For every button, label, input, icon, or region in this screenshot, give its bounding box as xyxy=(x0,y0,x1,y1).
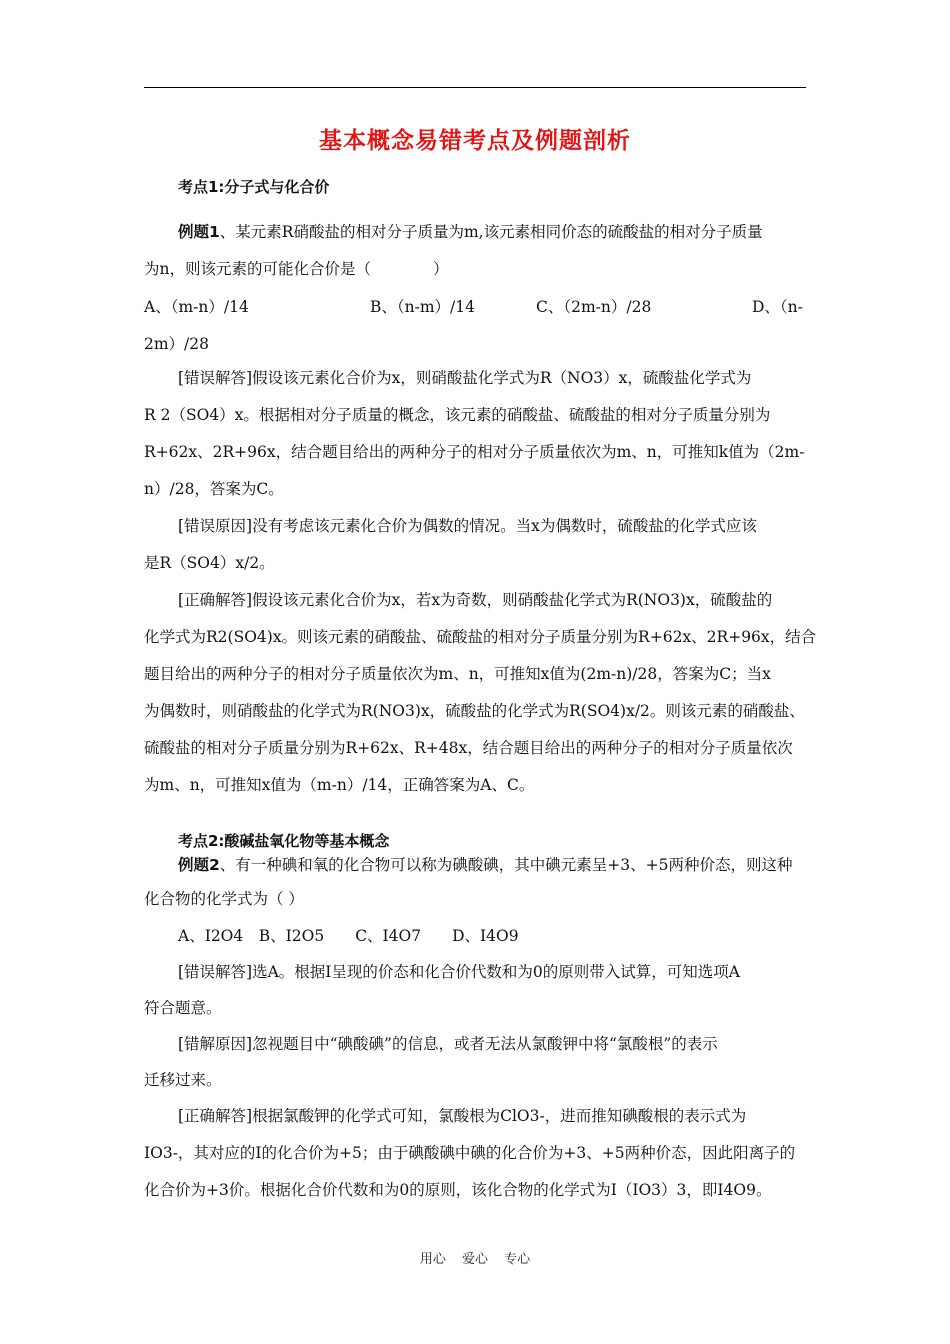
option-d: D、（n- xyxy=(752,298,803,316)
correct-answer-line: 化合价为+3价。根据化合价代数和为0的原则，该化合物的化学式为I（IO3）3，即I4O9。 xyxy=(144,1181,772,1199)
question-line: 为n，则该元素的可能化合价是（ ） xyxy=(144,260,449,278)
wrong-reason-line: [错误原因]没有考虑该元素化合价为偶数的情况。当x为偶数时，硫酸盐的化学式应该 xyxy=(178,517,757,535)
wrong-answer-line: n）/28，答案为C。 xyxy=(144,480,284,498)
correct-answer-line: 题目给出的两种分子的相对分子质量依次为m、n，可推知x值为(2m-n)/28，答案为C；当x xyxy=(144,665,771,683)
page-title: 基本概念易错考点及例题剖析 xyxy=(319,128,631,154)
wrong-reason-line: 是R（SO4）x/2。 xyxy=(144,554,275,572)
example-label: 例题2 xyxy=(178,856,220,874)
options-line: A、I2O4 B、I2O5 C、I4O7 D、I4O9 xyxy=(178,927,519,945)
correct-answer-line: [正确解答]假设该元素化合价为x，若x为奇数，则硝酸盐化学式为R(NO3)x，硫酸盐的 xyxy=(178,591,773,609)
section-heading-2: 考点2:酸碱盐氧化物等基本概念 xyxy=(178,832,390,850)
wrong-answer-line: R+62x、2R+96x，结合题目给出的两种分子的相对分子质量依次为m、n，可推知k值为（2m- xyxy=(144,443,805,461)
option-c: C、（2m-n）/28 xyxy=(536,298,652,316)
example-label: 例题1 xyxy=(178,223,220,241)
question-text: 、有一种碘和氧的化合物可以称为碘酸碘，其中碘元素呈+3、+5两种价态，则这种 xyxy=(219,856,793,874)
option-d-cont: 2m）/28 xyxy=(144,335,210,353)
wrong-reason-line: 迁移过来。 xyxy=(144,1071,222,1089)
correct-answer-line: 为偶数时，则硝酸盐的化学式为R(NO3)x，硫酸盐的化学式为R(SO4)x/2。则该元素的硝酸盐、 xyxy=(144,702,805,720)
section-heading-1: 考点1:分子式与化合价 xyxy=(178,178,330,196)
header-rule xyxy=(144,87,806,88)
correct-answer-line: 为m、n，可推知x值为（m-n）/14，正确答案为A、C。 xyxy=(144,776,535,794)
option-b: B、（n-m）/14 xyxy=(370,298,476,316)
example-1-question xyxy=(178,222,763,242)
correct-answer-line: IO3-，其对应的I的化合价为+5；由于碘酸碘中碘的化合价为+3、+5两种价态，因此阳离子的 xyxy=(144,1144,796,1162)
wrong-answer-line: R 2（SO4）x。根据相对分子质量的概念，该元素的硝酸盐、硫酸盐的相对分子质量分别为 xyxy=(144,406,771,424)
wrong-answer-line: [错误解答]选A。根据I呈现的价态和化合价代数和为0的原则带入试算，可知选项A xyxy=(178,963,740,981)
correct-answer-line: 化学式为R2(SO4)x。则该元素的硝酸盐、硫酸盐的相对分子质量分别为R+62x、2R+96x，结合 xyxy=(144,628,817,646)
wrong-answer-line: [错误解答]假设该元素化合价为x，则硝酸盐化学式为R（NO3）x，硫酸盐化学式为 xyxy=(178,369,752,387)
correct-answer-line: 硫酸盐的相对分子质量分别为R+62x、R+48x，结合题目给出的两种分子的相对分子质量依次 xyxy=(144,739,793,757)
correct-answer-line: [正确解答]根据氯酸钾的化学式可知，氯酸根为ClO3-，进而推知碘酸根的表示式为 xyxy=(178,1107,747,1125)
wrong-reason-line: [错解原因]忽视题目中“碘酸碘”的信息，或者无法从氯酸钾中将“氯酸根”的表示 xyxy=(178,1035,718,1053)
wrong-answer-line: 符合题意。 xyxy=(144,999,222,1017)
question-text: 、某元素R硝酸盐的相对分子质量为m,该元素相同价态的硫酸盐的相对分子质量 xyxy=(219,223,763,241)
page-footer: 用心 爱心 专心 xyxy=(419,1252,531,1267)
example-2-question xyxy=(178,855,793,875)
option-a: A、（m-n）/14 xyxy=(144,298,249,316)
question-line: 化合物的化学式为（ ） xyxy=(144,890,304,908)
